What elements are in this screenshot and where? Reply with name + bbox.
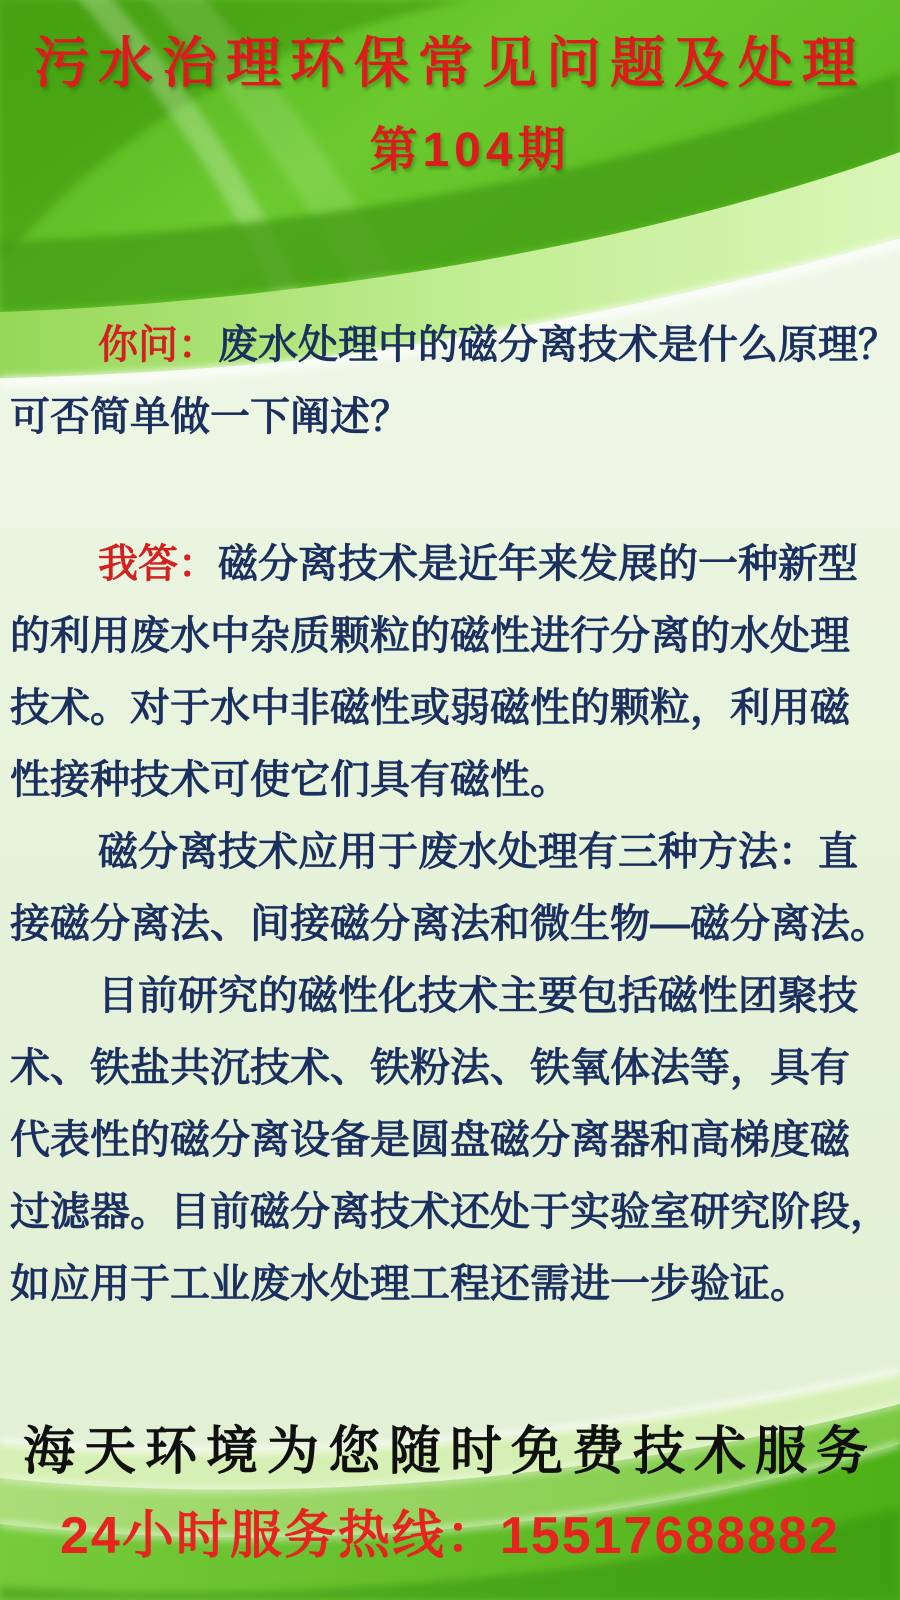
body-line bbox=[10, 309, 898, 381]
qa-text-segment: 术、铁盐共沉技术、铁粉法、铁氧体法等，具有 bbox=[10, 1046, 850, 1090]
qa-text-segment: 可否简单做一下阐述？ bbox=[10, 395, 410, 439]
qa-text-segment: 性接种技术可使它们具有磁性。 bbox=[10, 758, 570, 802]
body-line bbox=[10, 1248, 890, 1320]
qa-label: 你问： bbox=[98, 323, 218, 367]
body-line bbox=[10, 960, 890, 1032]
body-line bbox=[10, 1032, 890, 1104]
qa-text-segment: 目前研究的磁性化技术主要包括磁性团聚技 bbox=[98, 974, 858, 1018]
page-title: 污水治理环保常见问题及处理 bbox=[33, 32, 866, 94]
qa-text-segment: 废水处理中的磁分离技术是什么原理？ bbox=[218, 323, 898, 367]
qa-text-segment: 磁分离技术应用于废水处理有三种方法：直 bbox=[98, 830, 858, 874]
body-line bbox=[10, 888, 890, 960]
body-line bbox=[10, 528, 890, 600]
body-line bbox=[10, 672, 890, 744]
body-line bbox=[10, 1176, 890, 1248]
qa-text-segment: 技术。对于水中非磁性或弱磁性的颗粒，利用磁 bbox=[10, 686, 850, 730]
issue-number: 第104期 bbox=[369, 124, 571, 177]
body-line bbox=[10, 744, 890, 816]
body-gap bbox=[10, 453, 890, 528]
qa-text-segment: 如应用于工业废水处理工程还需进一步验证。 bbox=[10, 1262, 810, 1306]
hotline-number: 15517688882 bbox=[499, 1507, 840, 1565]
qa-label: 我答： bbox=[98, 542, 218, 586]
body-line bbox=[10, 816, 890, 888]
body-line bbox=[10, 1104, 890, 1176]
service-slogan: 海天环境为您随时免费技术服务 bbox=[22, 1423, 877, 1481]
body-line bbox=[10, 381, 890, 453]
hotline bbox=[0, 1507, 900, 1565]
qa-text-segment: 过滤器。目前磁分离技术还处于实验室研究阶段， bbox=[10, 1190, 890, 1234]
qa-text-segment: 的利用废水中杂质颗粒的磁性进行分离的水处理 bbox=[10, 614, 850, 658]
qa-text bbox=[10, 309, 898, 1320]
hotline-label: 24小时服务热线： bbox=[60, 1507, 500, 1565]
qa-text-segment: 接磁分离法、间接磁分离法和微生物—磁分离法。 bbox=[10, 902, 890, 946]
qa-text-segment: 代表性的磁分离设备是圆盘磁分离器和高梯度磁 bbox=[10, 1118, 850, 1162]
body-line bbox=[10, 600, 890, 672]
qa-text-segment: 磁分离技术是近年来发展的一种新型 bbox=[218, 542, 858, 586]
